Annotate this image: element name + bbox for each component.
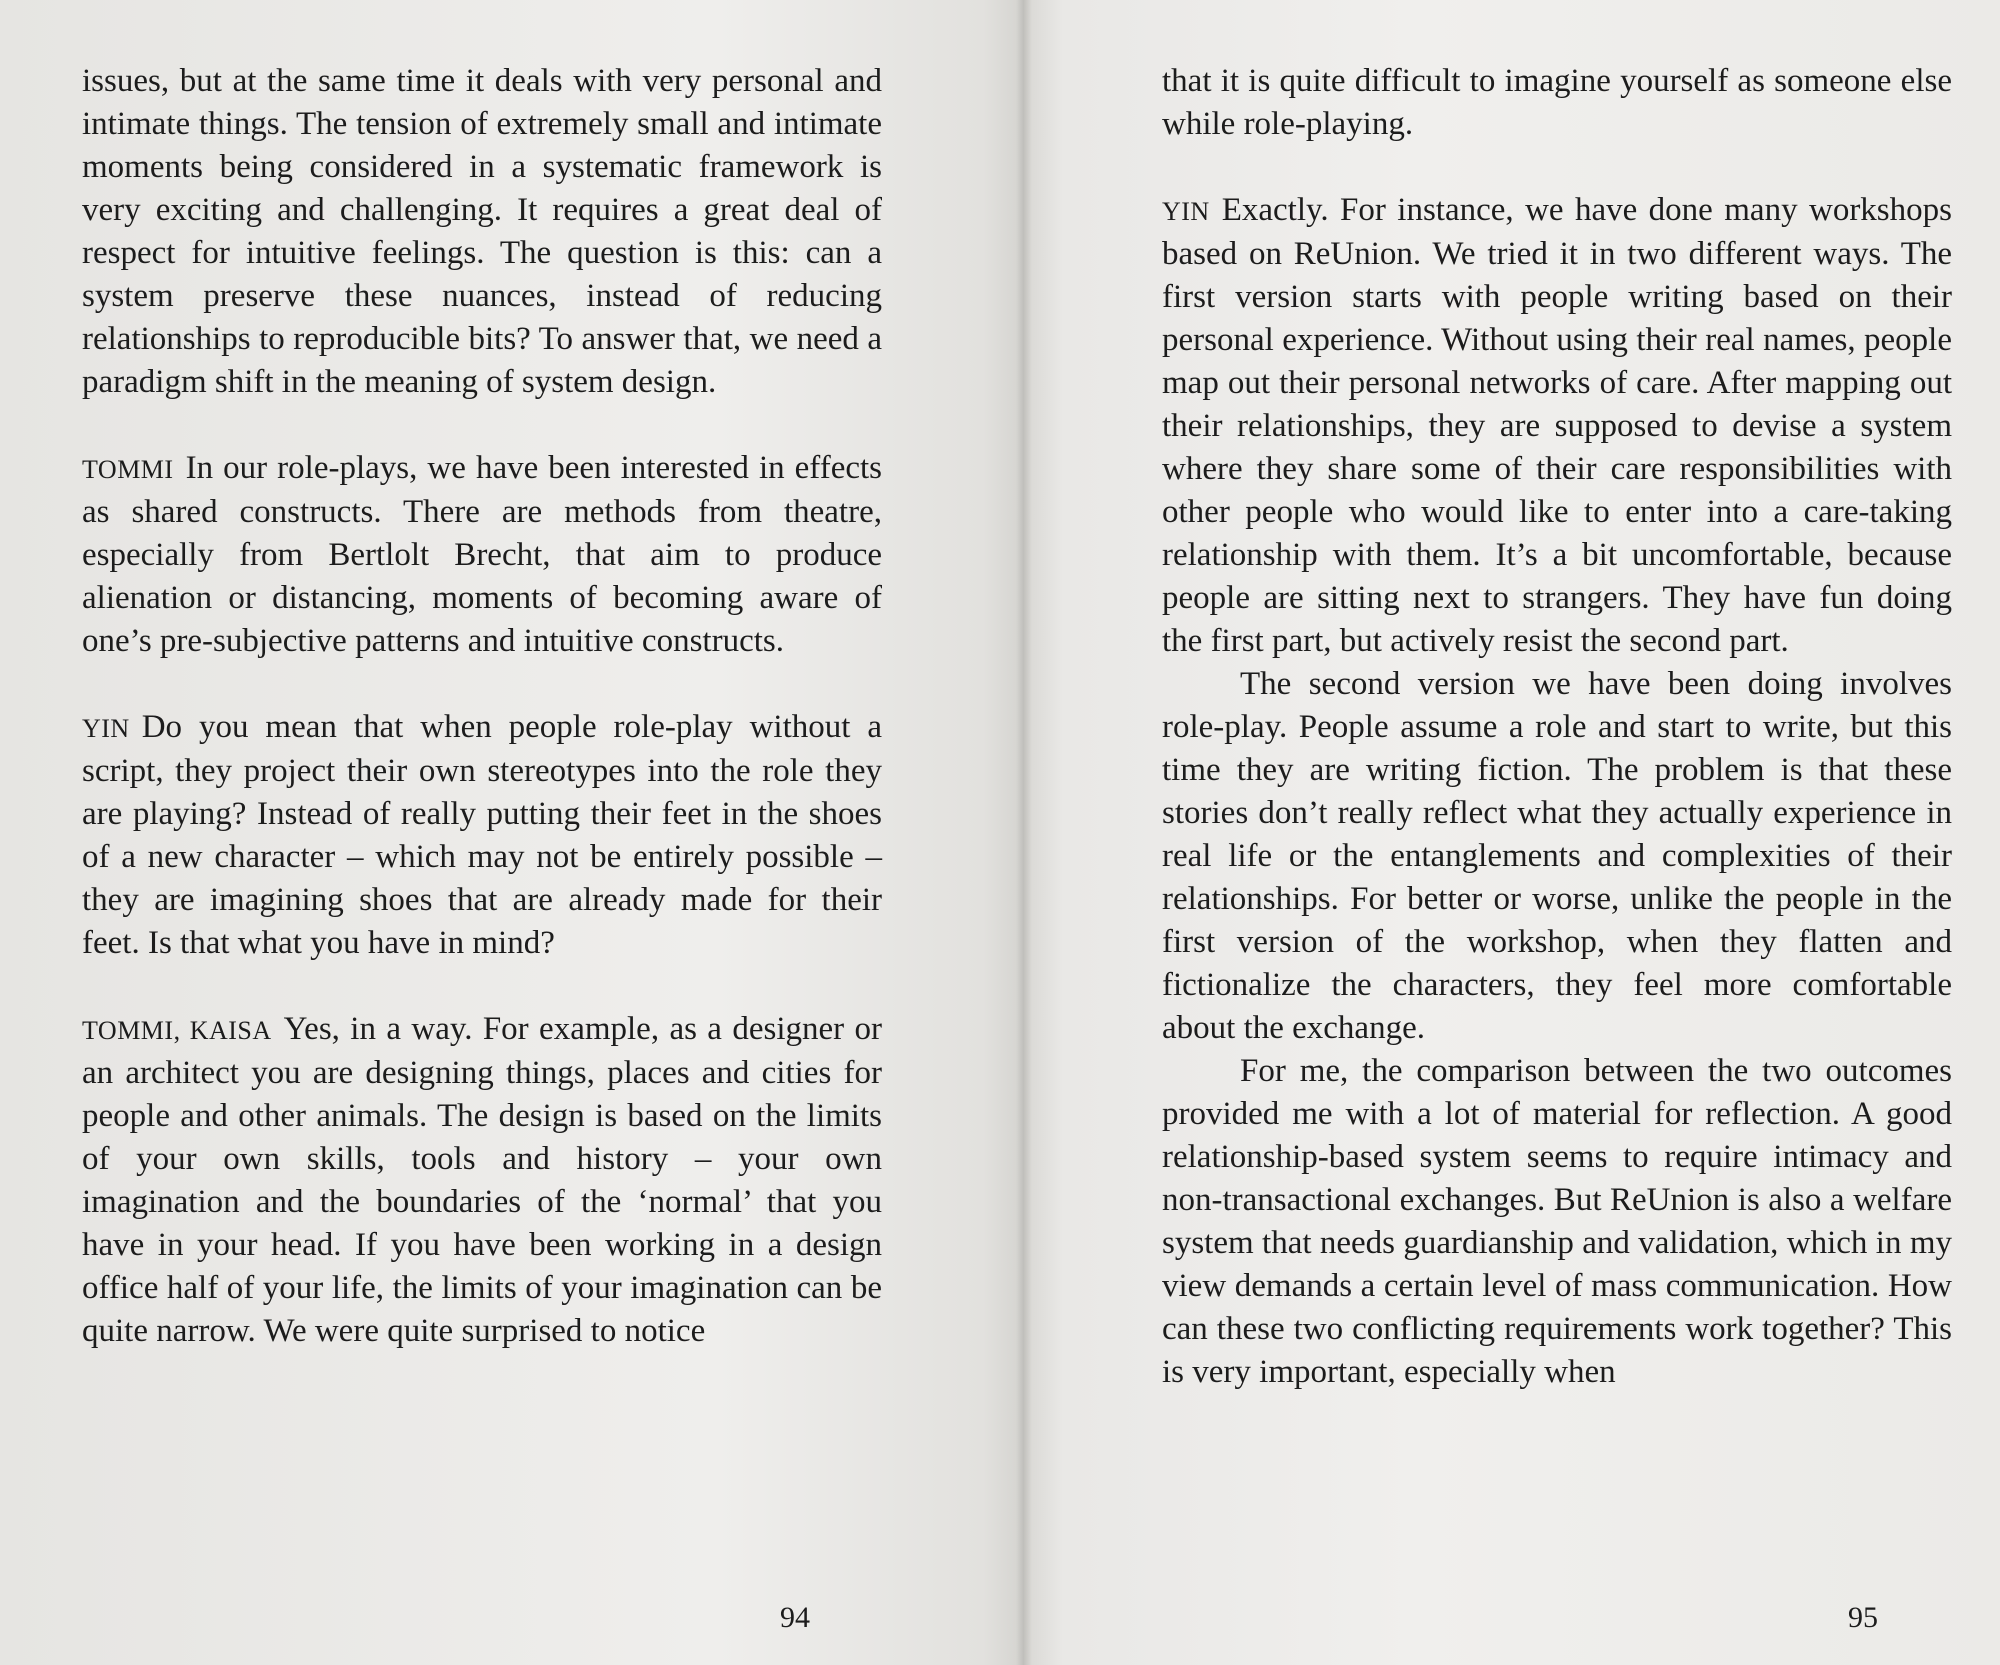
paragraph-text: The second version we have been doing involves role-play. People assume a role and start to write, but this time they are writing fiction. The problem is that these stories don’t really reflect what they actually experience in real life or the entanglements and complexities of their relationships. For better or worse, unlike the people in the first version of the workshop, when they flatten and fictionalize the characters, they feel more comfortable about the exchange. bbox=[1162, 666, 1952, 1046]
page-number: 94 bbox=[780, 1601, 810, 1634]
paragraph-text: Yes, in a way. For example, as a designer or an architect you are designing things, places and cities for people and other animals. The design is based on the limits of your own skills, tools and history – your own imagination and the boundaries of the ‘normal’ that you have in your head. If you have been working in a design office half of your life, the limits of your imagination can be quite narrow. We were quite surprised to notice bbox=[82, 1011, 882, 1349]
paragraph bbox=[1162, 663, 1952, 1050]
paragraph bbox=[1162, 1050, 1952, 1394]
paragraph bbox=[82, 447, 882, 663]
right-page-text bbox=[1162, 60, 1952, 1394]
speaker-label: YIN bbox=[1162, 197, 1210, 226]
speaker-label: YIN bbox=[82, 714, 130, 743]
paragraph bbox=[1162, 60, 1952, 146]
speaker-label: TOMMI, KAISA bbox=[82, 1016, 272, 1045]
paragraph-text: Exactly. For instance, we have done many workshops based on ReUnion. We tried it in two different ways. The first version starts with people writing based on their personal experience. Without using their real names, people map out their personal networks of care. After mapping out their relationships, they are supposed to devise a system where they share some of their care responsibilities with other people who would like to enter into a care-taking relationship with them. It’s a bit uncomfortable, because people are sitting next to strangers. They have fun doing the first part, but actively resist the second part. bbox=[1162, 192, 1952, 659]
paragraph-text: In our role-plays, we have been interested in effects as shared constructs. There are methods from theatre, especially from Bertlolt Brecht, that aim to produce alienation or distancing, moments of becoming aware of one’s pre-subjective patterns and intuitive constructs. bbox=[82, 450, 882, 659]
paragraph-text: issues, but at the same time it deals with very personal and intimate things. The tension of extremely small and intimate moments being considered in a systematic framework is very exciting and challenging. It requires a great deal of respect for intuitive feelings. The question is this: can a system preserve these nuances, instead of reducing relationships to reproducible bits? To answer that, we need a paradigm shift in the meaning of system design. bbox=[82, 63, 882, 400]
page-number: 95 bbox=[1848, 1601, 1878, 1634]
book-gutter bbox=[1016, 0, 1032, 1665]
paragraph bbox=[82, 60, 882, 404]
paragraph-text: Do you mean that when people role-play without a script, they project their own stereotypes into the role they are playing? Instead of really putting their feet in the shoes of a new character – which may not be entirely possible – they are imagining shoes that are already made for their feet. Is that what you have in mind? bbox=[82, 709, 882, 961]
paragraph bbox=[1162, 189, 1952, 663]
paragraph bbox=[82, 1008, 882, 1353]
right-page bbox=[1024, 0, 2000, 1665]
left-page-text bbox=[82, 60, 882, 1353]
paragraph-text: that it is quite difficult to imagine yourself as someone else while role-playing. bbox=[1162, 63, 1952, 142]
speaker-label: TOMMI bbox=[82, 455, 174, 484]
paragraph bbox=[82, 706, 882, 965]
paragraph-text: For me, the comparison between the two outcomes provided me with a lot of material for reflection. A good relationship-based system seems to require intimacy and non-transactional exchanges. But ReUnion is also a welfare system that needs guardianship and validation, which in my view demands a certain level of mass communication. How can these two conflicting requirements work together? This is very important, especially when bbox=[1162, 1053, 1952, 1390]
